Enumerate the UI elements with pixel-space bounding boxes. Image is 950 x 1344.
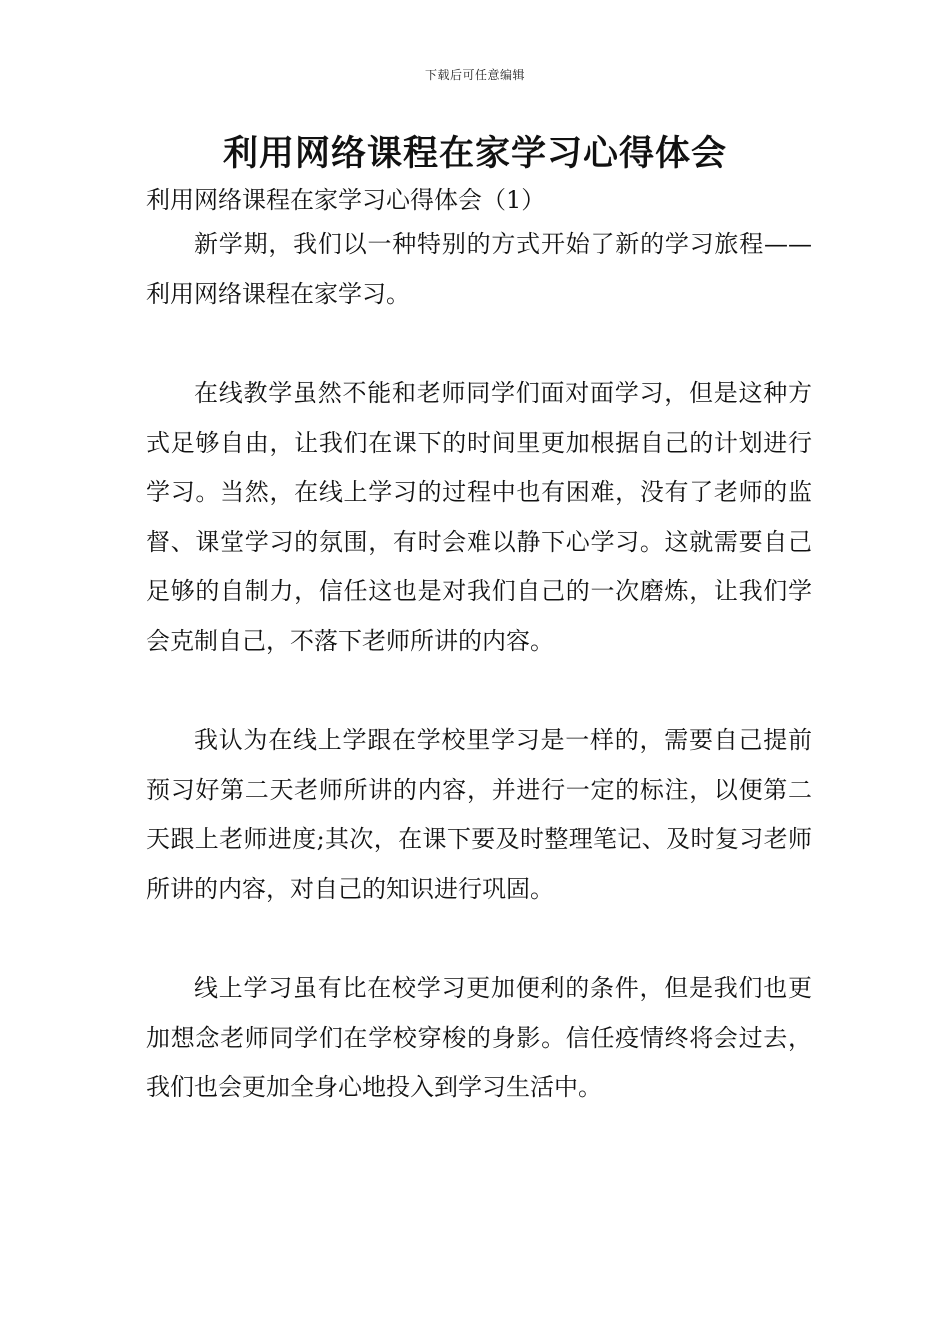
paragraph-4: 线上学习虽有比在校学习更加便利的条件，但是我们也更加想念老师同学们在学校穿梭的身影。信任疫情终将会过去，我们也会更加全身心地投入到学习生活中。: [146, 974, 812, 1101]
document-subtitle: 利用网络课程在家学习心得体会（1）: [146, 186, 546, 214]
paragraph-3: 我认为在线上学跟在学校里学习是一样的，需要自己提前预习好第二天老师所讲的内容，并进行一定的标注，以便第二天跟上老师进度;其次，在课下要及时整理笔记、及时复习老师所讲的内容，对自己的知识进行巩固。: [146, 726, 812, 903]
header-note: 下载后可任意编辑: [424, 68, 525, 82]
paragraph-1: 新学期，我们以一种特别的方式开始了新的学习旅程——利用网络课程在家学习。: [146, 230, 812, 308]
paragraph-spacer: [146, 319, 812, 369]
document-title: 利用网络课程在家学习心得体会: [222, 134, 727, 174]
document-body: [146, 180, 812, 1113]
paragraph-2: 在线教学虽然不能和老师同学们面对面学习，但是这种方式足够自由，让我们在课下的时间里更加根据自己的计划进行学习。当然，在线上学习的过程中也有困难，没有了老师的监督、课堂学习的氛围，有时会难以静下心学习。这就需要自己足够的自制力，信任这也是对我们自己的一次磨炼，让我们学会克制自己，不落下老师所讲的内容。: [146, 379, 812, 655]
paragraph-spacer: [146, 666, 812, 716]
paragraph-spacer: [146, 914, 812, 964]
